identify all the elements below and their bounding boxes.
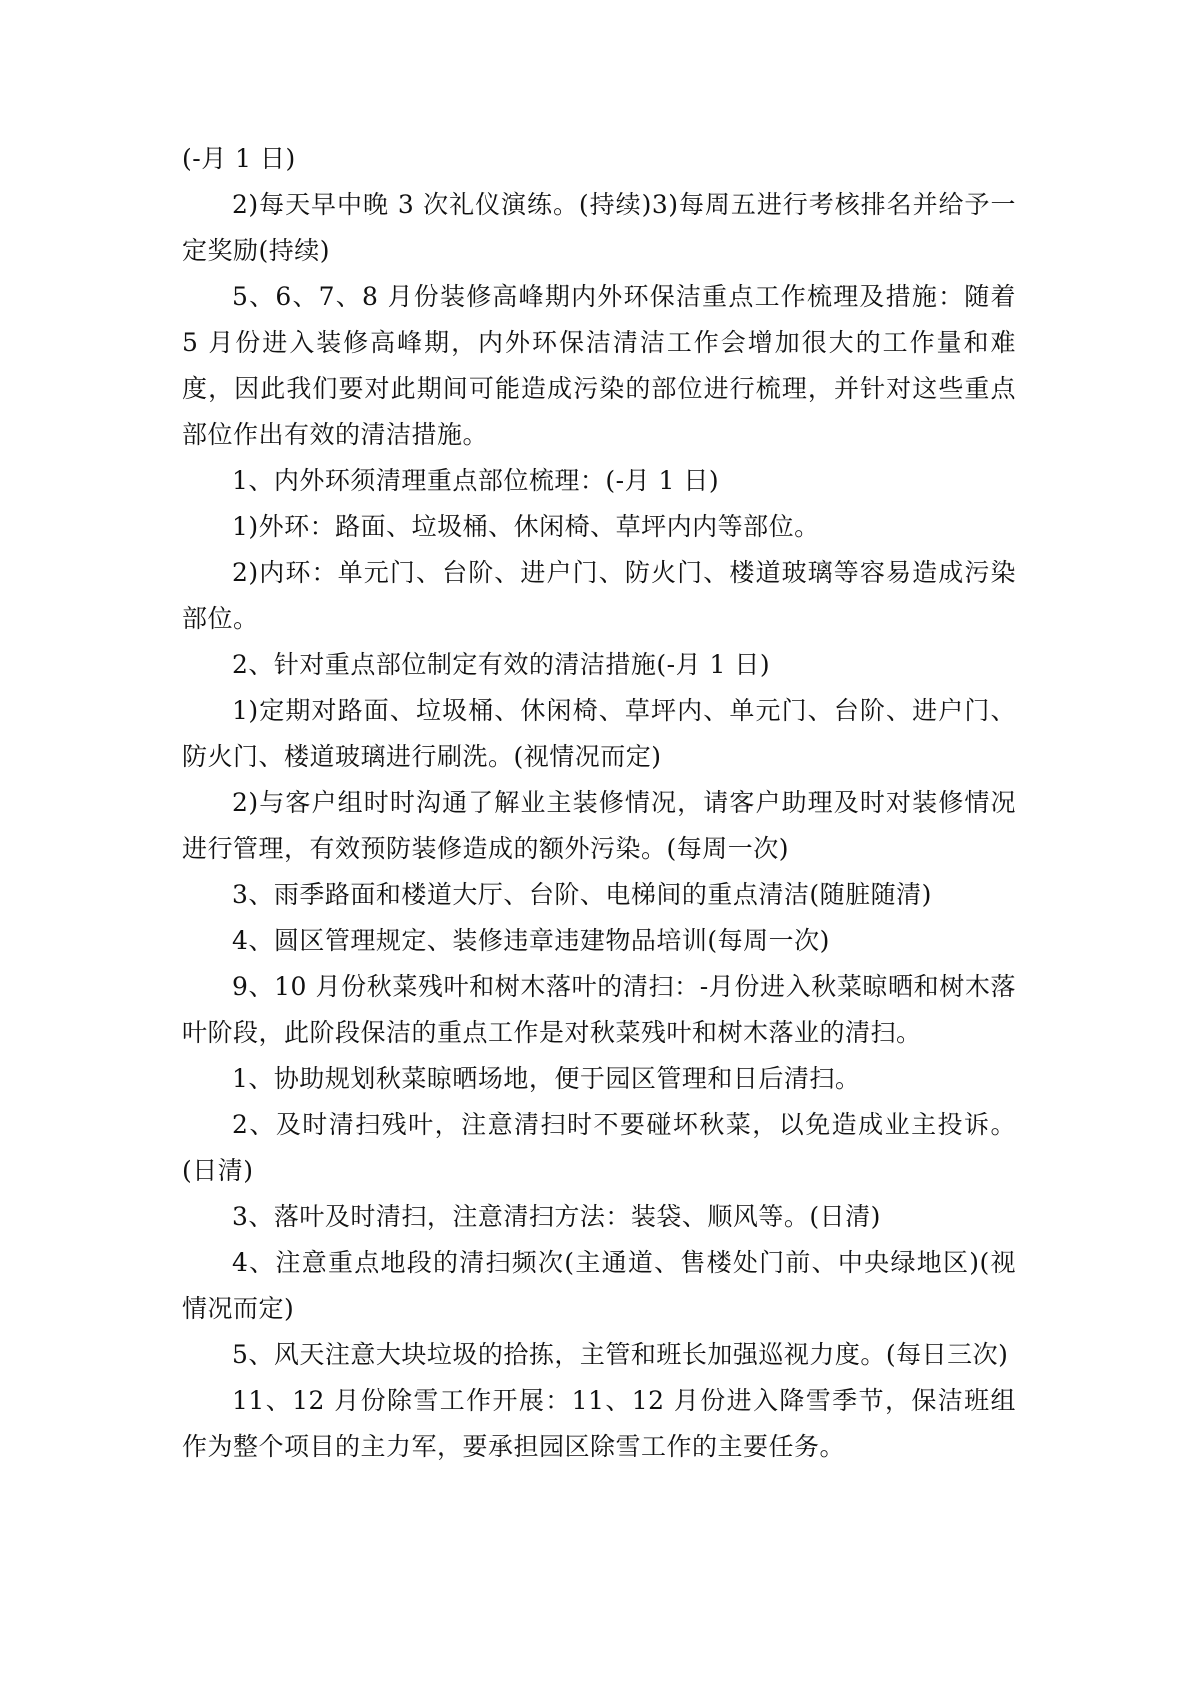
paragraph: 4、圆区管理规定、装修违章违建物品培训(每周一次) [232,926,830,955]
paragraph: 3、落叶及时清扫，注意清扫方法：装袋、顺风等。(日清) [232,1202,881,1231]
paragraph: 1、协助规划秋菜晾晒场地，便于园区管理和日后清扫。 [232,1064,861,1093]
paragraph: 5、6、7、8 月份装修高峰期内外环保洁重点工作梳理及措施：随着 5 月份进入装修高峰期，内外环保洁清洁工作会增加很大的工作量和难度，因此我们要对此期间可能造成污染的部位进行梳理，并针对这些重点部位作出有效的清洁措施。 [182,282,1016,449]
paragraph: 1、内外环须清理重点部位梳理：(-月 1 日) [232,466,720,495]
paragraph: 2、及时清扫残叶，注意清扫时不要碰坏秋菜，以免造成业主投诉。(日清) [182,1110,1016,1185]
paragraph: 2)每天早中晚 3 次礼仪演练。(持续)3)每周五进行考核排名并给予一定奖励(持续) [182,190,1016,265]
paragraph: (-月 1 日) [182,144,296,173]
paragraph: 2)内环：单元门、台阶、进户门、防火门、楼道玻璃等容易造成污染部位。 [182,558,1016,633]
paragraph: 4、注意重点地段的清扫频次(主通道、售楼处门前、中央绿地区)(视情况而定) [182,1248,1016,1323]
paragraph: 9、10 月份秋菜残叶和树木落叶的清扫：-月份进入秋菜晾晒和树木落叶阶段，此阶段保洁的重点工作是对秋菜残叶和树木落业的清扫。 [182,972,1016,1047]
paragraph: 2、针对重点部位制定有效的清洁措施(-月 1 日) [232,650,771,679]
paragraph: 11、12 月份除雪工作开展：11、12 月份进入降雪季节，保洁班组作为整个项目的主力军，要承担园区除雪工作的主要任务。 [182,1386,1016,1461]
paragraph: 1)外环：路面、垃圾桶、休闲椅、草坪内内等部位。 [232,512,820,541]
document-body [182,136,1016,1470]
paragraph: 2)与客户组时时沟通了解业主装修情况，请客户助理及时对装修情况进行管理，有效预防装修造成的额外污染。(每周一次) [182,788,1016,863]
paragraph: 3、雨季路面和楼道大厅、台阶、电梯间的重点清洁(随脏随清) [232,880,932,909]
paragraph: 1)定期对路面、垃圾桶、休闲椅、草坪内、单元门、台阶、进户门、防火门、楼道玻璃进行刷洗。(视情况而定) [182,696,1016,771]
paragraph: 5、风天注意大块垃圾的拾拣，主管和班长加强巡视力度。(每日三次) [232,1340,1009,1369]
